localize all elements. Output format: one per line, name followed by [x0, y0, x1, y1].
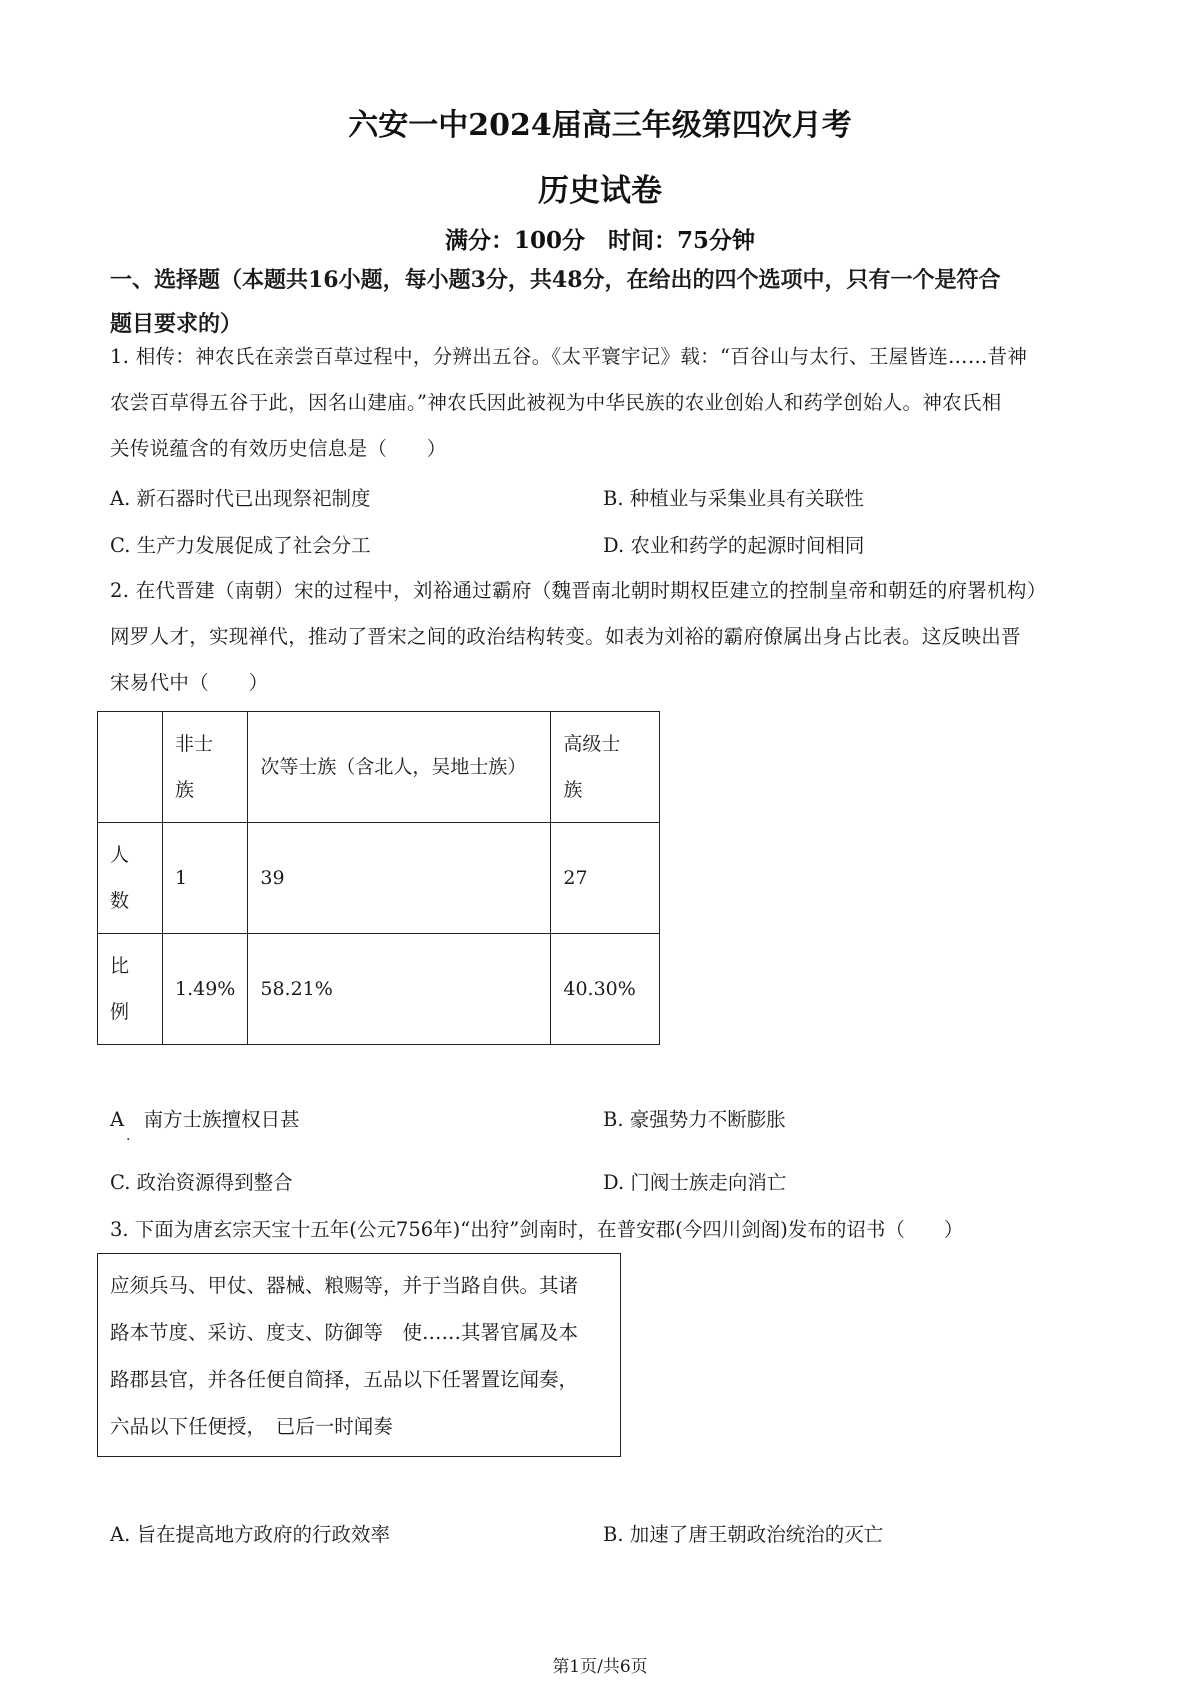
- edict-box: [97, 1253, 621, 1457]
- table-cell: 1: [163, 823, 248, 934]
- table-corner-cell: [98, 712, 163, 823]
- question-3-line1: 3. 下面为唐玄宗天宝十五年(公元756年)“出狩”剑南时，在普安郡(今四川剑阁)发布的诏书（ ）: [110, 1218, 964, 1241]
- section-heading-line2: 题目要求的）: [110, 311, 243, 337]
- table-header-row: [98, 712, 660, 823]
- q1-option-b[interactable]: B. 种植业与采集业具有关联性: [603, 487, 864, 510]
- table-header-cell: [551, 712, 660, 823]
- table-cell: 39: [248, 823, 551, 934]
- header-secondary-gentry: 次等士族（含北人，吴地士族）: [248, 712, 551, 823]
- row-label-l1: 比: [110, 955, 130, 977]
- table-cell: 27: [551, 823, 660, 934]
- table-cell: 1.49%: [163, 934, 248, 1045]
- stray-dot: ·: [126, 1132, 131, 1148]
- row-label-l1: 人: [110, 844, 130, 866]
- question-2-line3: 宋易代中（ ）: [110, 671, 269, 694]
- row-label: [98, 823, 163, 934]
- edict-line: 路本节度、采访、度支、防御等 使……其署官属及本: [110, 1321, 579, 1344]
- question-1-line3: 关传说蕴含的有效历史信息是（ ）: [110, 437, 447, 460]
- row-label-l2: 数: [110, 890, 130, 912]
- row-label: [98, 934, 163, 1045]
- table-row: [98, 934, 660, 1045]
- header-high-gentry-l2: 族: [563, 779, 583, 801]
- q2-option-a[interactable]: A 南方士族擅权日甚: [110, 1108, 300, 1131]
- row-label-l2: 例: [110, 1001, 130, 1023]
- edict-line: 路郡县官，并各任便自简择，五品以下任署置讫闻奏，: [110, 1368, 579, 1391]
- edict-line: 应须兵马、甲仗、器械、粮赐等，并于当路自供。其诸: [110, 1274, 579, 1297]
- header-non-gentry-l1: 非士: [175, 733, 214, 755]
- exam-subject: 历史试卷: [538, 173, 662, 209]
- q2-option-b[interactable]: B. 豪强势力不断膨胀: [603, 1108, 786, 1131]
- table-header-cell: [163, 712, 248, 823]
- q3-option-b[interactable]: B. 加速了唐王朝政治统治的灭亡: [603, 1523, 884, 1546]
- edict-line: 六品以下任便授， 已后一时闻奏: [110, 1415, 393, 1438]
- question-1-line2: 农尝百草得五谷于此，因名山建庙。”神农氏因此被视为中华民族的农业创始人和药学创始人。神农氏相: [110, 391, 1002, 414]
- question-1: [110, 334, 1100, 472]
- question-2-line1: 2. 在代晋建（南朝）宋的过程中，刘裕通过霸府（魏晋南北朝时期权臣建立的控制皇帝和朝廷的府署机构）: [110, 579, 1047, 602]
- table-cell: 58.21%: [248, 934, 551, 1045]
- q1-option-d[interactable]: D. 农业和药学的起源时间相同: [603, 534, 865, 557]
- q3-option-a[interactable]: A. 旨在提高地方政府的行政效率: [110, 1523, 390, 1546]
- q1-option-c[interactable]: C. 生产力发展促成了社会分工: [110, 534, 371, 557]
- question-2-line2: 网罗人才，实现禅代，推动了晋宋之间的政治结构转变。如表为刘裕的霸府僚属出身占比表。这反映出晋: [110, 625, 1021, 648]
- q2-option-c[interactable]: C. 政治资源得到整合: [110, 1171, 293, 1194]
- table-row: [98, 823, 660, 934]
- q2-option-d[interactable]: D. 门阀士族走向消亡: [603, 1171, 787, 1194]
- section-heading-line1: 一、选择题（本题共16小题，每小题3分，共48分，在给出的四个选项中，只有一个是符合: [110, 267, 1001, 293]
- table-cell: 40.30%: [551, 934, 660, 1045]
- page-number: 第1页/共6页: [552, 1657, 648, 1677]
- section-heading: [110, 258, 1100, 346]
- header-high-gentry-l1: 高级士: [563, 733, 621, 755]
- origin-ratio-table: [97, 711, 660, 1045]
- exam-meta: 满分：100分 时间：75分钟: [444, 227, 756, 254]
- header-non-gentry-l2: 族: [175, 779, 195, 801]
- question-2: [110, 568, 1100, 706]
- exam-title: 六安一中2024届高三年级第四次月考: [348, 108, 852, 143]
- question-1-line1: 1. 相传：神农氏在亲尝百草过程中，分辨出五谷。《太平寰宇记》载：“百谷山与太行、王屋皆连……昔神: [110, 345, 1028, 368]
- q1-option-a[interactable]: A. 新石器时代已出现祭祀制度: [110, 487, 371, 510]
